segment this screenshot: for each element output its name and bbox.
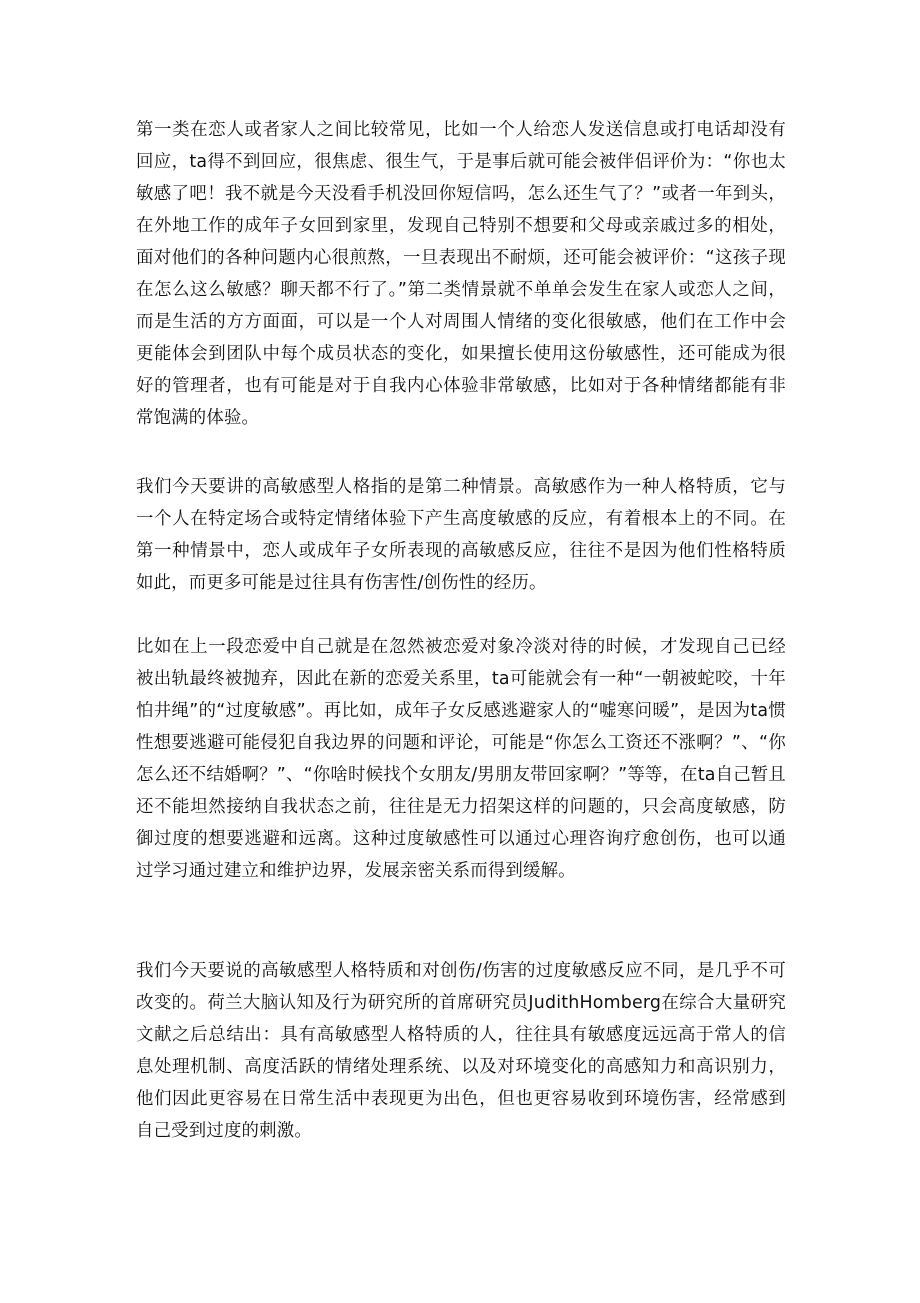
paragraph-1: 第一类在恋人或者家人之间比较常见，比如一个人给恋人发送信息或打电话却没有回应，ta得不到回应，很焦虑、很生气，于是事后就可能会被伴侣评价为：“你也太敏感了吧！我不就是今天没看手机没回你短信吗，怎么还生气了？”或者一年到头，在外地工作的成年子女回到家里，发现自己特别不想要和父母或亲戚过多的相处，面对他们的各种问题内心很煎熬，一旦表现出不耐烦，还可能会被评价：“这孩子现在怎么这么敏感？聊天都不行了。”第二类情景就不单单会发生在家人或恋人之间，而是生活的方方面面，可以是一个人对周围人情绪的变化很敏感，他们在工作中会更能体会到团队中每个成员状态的变化，如果擅长使用这份敏感性，还可能成为很好的管理者，也有可能是对于自我内心体验非常敏感，比如对于各种情绪都能有非常饱满的体验。 [136, 120, 786, 428]
paragraph-4: 我们今天要说的高敏感型人格特质和对创伤/伤害的过度敏感反应不同，是几乎不可改变的。荷兰大脑认知及行为研究所的首席研究员JudithHomberg在综合大量研究文献之后总结出：具有高敏感型人格特质的人，往往具有敏感度远远高于常人的信息处理机制、高度活跃的情绪处理系统、以及对环境变化的高感知力和高识别力，他们因此更容易在日常生活中表现更为出色，但也更容易收到环境伤害，经常感到自己受到过度的刺激。 [136, 961, 786, 1141]
paragraph-3: 比如在上一段恋爱中自己就是在忽然被恋爱对象冷淡对待的时候，才发现自己已经被出轨最终被抛弃，因此在新的恋爱关系里，ta可能就会有一种“一朝被蛇咬，十年怕井绳”的“过度敏感”。再比如，成年子女反感逃避家人的“嘘寒问暖”，是因为ta惯性想要逃避可能侵犯自我边界的问题和评论，可能是“你怎么工资还不涨啊？”、“你怎么还不结婚啊？”、“你啥时候找个女朋友/男朋友带回家啊？”等等，在ta自己暂且还不能坦然接纳自我状态之前，往往是无力招架这样的问题的，只会高度敏感，防御过度的想要逃避和远离。这种过度敏感性可以通过心理咨询疗愈创伤，也可以通过学习通过建立和维护边界，发展亲密关系而得到缓解。 [136, 637, 786, 881]
paragraph-2: 我们今天要讲的高敏感型人格指的是第二种情景。高敏感作为一种人格特质，它与一个人在特定场合或特定情绪体验下产生高度敏感的反应，有着根本上的不同。在第一种情景中，恋人或成年子女所表现的高敏感反应，往往不是因为他们性格特质如此，而更多可能是过往具有伤害性/创伤性的经历。 [136, 477, 786, 593]
